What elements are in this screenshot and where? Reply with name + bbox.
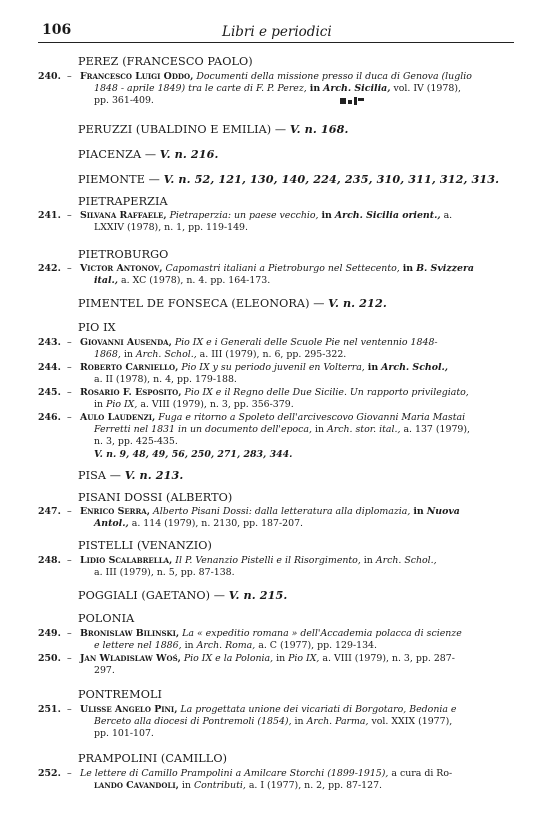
entry-details: a. VIII (1979), n. 3, pp. 356-379. [140, 399, 294, 411]
entry-dash: – [67, 768, 72, 779]
entry-number: 240. [38, 71, 61, 82]
entry-dash: – [67, 210, 72, 221]
entry-details-cont: a. III (1979), n. 5, pp. 87-138. [94, 567, 235, 579]
entry-body [80, 71, 518, 108]
entry-title-cont: Berceto alla diocesi di Pontremoli (1854), [94, 716, 292, 728]
heading-pietraperzia: PIETRAPERZIA [78, 195, 168, 208]
cross-reference: V. n. 9, 48, 49, 56, 250, 271, 283, 344. [94, 448, 293, 460]
heading-pietroburgo: PIETROBURGO [78, 248, 169, 261]
cross-reference: V. n. 212. [328, 296, 387, 310]
header-rule [38, 42, 514, 43]
entry-author: Jan Wladislaw Woś, [80, 653, 181, 664]
entry-body [80, 412, 518, 461]
cross-reference: V. n. 215. [228, 588, 288, 602]
heading-piacenza [78, 147, 218, 161]
entry-dash: – [67, 506, 72, 517]
entry-details: a. III (1979), n. 6, pp. 295-322. [199, 349, 347, 361]
entry-title-cont: Ferretti nel 1831 in un documento dell'epoca, [94, 424, 312, 436]
entry-author: Rosario F. Esposito, [80, 387, 182, 398]
entry-details: a. VIII (1979), n. 3, pp. 287- [322, 653, 455, 664]
entry-in: in [309, 83, 321, 95]
heading-prampolini: PRAMPOLINI (CAMILLO) [78, 752, 228, 765]
heading-polonia: POLONIA [78, 612, 135, 625]
entry-in: in [314, 424, 325, 436]
entry-in: in [363, 555, 373, 566]
entry-dash: – [67, 628, 72, 639]
entry-details: a. I (1977), n. 2, pp. 87-127. [248, 780, 383, 792]
page-number: 106 [42, 22, 72, 38]
entry-number: 250. [38, 653, 61, 664]
entry-number: 252. [38, 768, 61, 779]
heading-peruzzi [78, 122, 349, 136]
entry-number: 241. [38, 210, 61, 221]
entry-dash: – [67, 653, 72, 664]
entry-number: 246. [38, 412, 61, 423]
entry-publication: B. Svizzera [416, 263, 474, 274]
entry-author: Victor Antonov, [80, 263, 163, 274]
entry-number: 247. [38, 506, 61, 517]
heading-text: PERUZZI (UBALDINO E EMILIA) — [78, 123, 287, 136]
entry-publication: Arch. Schol., [381, 362, 449, 373]
heading-text: PIMENTEL DE FONSECA (ELEONORA) — [78, 297, 325, 310]
entry-in: in [276, 653, 286, 664]
entry-title: Pio IX e i Generali delle Scuole Pie nel ventennio 1848- [174, 337, 438, 348]
entry-publication-cont: Antol., [94, 518, 129, 530]
entry-details: a. 137 (1979), [403, 424, 471, 436]
entry-publication: Arch. Sicilia orient., [334, 210, 441, 221]
entry-pages: 297. [94, 665, 115, 677]
entry-body [80, 628, 518, 652]
entry-title: La « expeditio romana » dell'Accademia polacca di scienze [182, 628, 462, 639]
entry-title: Le lettere di Camillo Prampolini a Amilcare Storchi (1899-1915), [80, 768, 389, 779]
entry-title: Pio IX e la Polonia, [183, 653, 274, 664]
entry-pages: pp. 101-107. [94, 728, 154, 740]
entry-title-cont: e lettere nel 1886, [94, 640, 182, 652]
entry-body [80, 506, 518, 530]
heading-pontremoli: PONTREMOLI [78, 688, 163, 701]
entry-title: Capomastri italiani a Pietroburgo nel Settecento, [165, 263, 400, 274]
entry-publication: Arch. Parma, [306, 716, 369, 728]
entry-details: a. [443, 210, 453, 221]
entry-title: La progettata unione dei vicariati di Borgotaro, Bedonia e [180, 704, 457, 715]
entry-author: Bronislaw Bilinski, [80, 628, 180, 639]
heading-pisani: PISANI DOSSI (ALBERTO) [78, 491, 233, 504]
ink-mark [340, 97, 366, 105]
entry-title: Fuga e ritorno a Spoleto dell'arcivescovo Giovanni Maria Mastai [158, 412, 466, 423]
entry-author: Roberto Carniello, [80, 362, 179, 373]
entry-dash: – [67, 337, 72, 348]
entry-body [80, 653, 518, 677]
entry-author: Enrico Serra, [80, 506, 151, 517]
entry-body [80, 387, 518, 411]
heading-text: PIEMONTE — [78, 173, 160, 186]
entry-publication: Pio IX, [106, 399, 138, 411]
entry-author: Ulisse Angelo Pini, [80, 704, 178, 715]
entry-dash: – [67, 387, 72, 398]
entry-details: vol. XXIX (1977), [371, 716, 453, 728]
heading-pimentel [78, 296, 387, 310]
heading-perez: PEREZ (FRANCESCO PAOLO) [78, 55, 253, 68]
entry-body [80, 362, 518, 386]
entry-in: in [94, 399, 104, 411]
entry-publication: Pio IX, [288, 653, 320, 664]
entry-pages: pp. 361-409. [94, 95, 154, 107]
entry-body [80, 337, 518, 361]
heading-text: POGGIALI (GAETANO) — [78, 589, 226, 602]
entry-dash: – [67, 362, 72, 373]
running-title: Libri e periodici [222, 24, 332, 40]
entry-in: in [294, 716, 304, 728]
entry-title: Pietraperzia: un paese vecchio, [169, 210, 319, 221]
entry-publication: Arch. Sicilia, [323, 83, 391, 95]
entry-details: a. 114 (1979), n. 2130, pp. 187-207. [131, 518, 304, 530]
entry-in: in [321, 210, 332, 221]
entry-title: Pio IX y su periodo juvenil en Volterra, [181, 362, 365, 373]
entry-author: Aulo Laudenzi, [80, 412, 156, 423]
entry-number: 249. [38, 628, 61, 639]
entry-dash: – [67, 263, 72, 274]
page-header [0, 0, 550, 46]
cross-reference: V. n. 213. [124, 468, 184, 482]
entry-dash: – [67, 555, 72, 566]
entry-dash: – [67, 71, 72, 82]
entry-details-cont: a. II (1978), n. 4, pp. 179-188. [94, 374, 237, 386]
entry-body [80, 555, 518, 579]
entry-publication: Arch. Roma, [196, 640, 256, 652]
entry-number: 243. [38, 337, 61, 348]
cross-reference: V. n. 52, 121, 130, 140, 224, 235, 310, 311, 312, 313. [163, 172, 500, 186]
heading-text: PIACENZA — [78, 148, 157, 161]
entry-publication: Contributi, [193, 780, 246, 792]
entry-title: Pio IX e il Regno delle Due Sicilie. Un rapporto privilegiato, [184, 387, 469, 398]
entry-title: Documenti della missione presso il duca di Genova (luglio [196, 71, 472, 82]
entry-number: 248. [38, 555, 61, 566]
entry-number: 245. [38, 387, 61, 398]
entry-in: in [413, 506, 424, 517]
entry-author: Lidio Scalabrella, [80, 555, 173, 566]
entry-pages: n. 3, pp. 425-435. [94, 436, 178, 448]
entry-dash: – [67, 704, 72, 715]
entry-in: in [367, 362, 379, 373]
entry-number: 251. [38, 704, 61, 715]
entry-publication-cont: ital., [94, 275, 119, 287]
heading-pio: PIO IX [78, 321, 116, 334]
entry-title: Il P. Venanzio Pistelli e il Risorgimento, [175, 555, 361, 566]
entry-details: a. XC (1978), n. 4. pp. 164-173. [121, 275, 271, 287]
entry-author: Francesco Luigi Oddo, [80, 71, 194, 82]
entry-details: a. C (1977), pp. 129-134. [258, 640, 377, 652]
entry-body [80, 768, 518, 792]
entry-editor-prefix: a cura di Ro- [391, 768, 453, 779]
entry-body [80, 210, 518, 234]
entry-in: in [181, 780, 191, 792]
heading-pistelli: PISTELLI (VENANZIO) [78, 539, 212, 552]
entry-title-cont: 1848 - aprile 1849) tra le carte di F. P. Perez, [94, 83, 307, 95]
entry-author: Silvana Raffaele, [80, 210, 167, 221]
entry-in: in [402, 263, 414, 274]
entry-title-cont: 1868, [94, 349, 121, 361]
entry-body [80, 704, 518, 741]
heading-poggiali [78, 588, 287, 602]
entry-author: Giovanni Ausenda, [80, 337, 172, 348]
entry-details-cont: LXXIV (1978), n. 1, pp. 119-149. [94, 222, 248, 234]
heading-text: PISA — [78, 469, 122, 482]
entry-dash: – [67, 412, 72, 423]
entry-body [80, 263, 518, 287]
cross-reference: V. n. 216. [159, 147, 219, 161]
heading-pisa [78, 468, 183, 482]
entry-publication: Arch. Schol., [135, 349, 197, 361]
heading-piemonte [78, 172, 499, 186]
entry-in: in [184, 640, 194, 652]
entry-in: in [123, 349, 133, 361]
entry-author: lando Cavandoli, [94, 780, 179, 792]
entry-publication: Arch. stor. ital., [327, 424, 401, 436]
entry-title: Alberto Pisani Dossi: dalla letteratura alla diplomazia, [153, 506, 411, 517]
cross-reference: V. n. 168. [289, 122, 349, 136]
entry-publication: Arch. Schol., [375, 555, 437, 566]
entry-number: 242. [38, 263, 61, 274]
entry-number: 244. [38, 362, 61, 373]
entry-details: vol. IV (1978), [393, 83, 461, 95]
entry-publication: Nuova [426, 506, 460, 517]
